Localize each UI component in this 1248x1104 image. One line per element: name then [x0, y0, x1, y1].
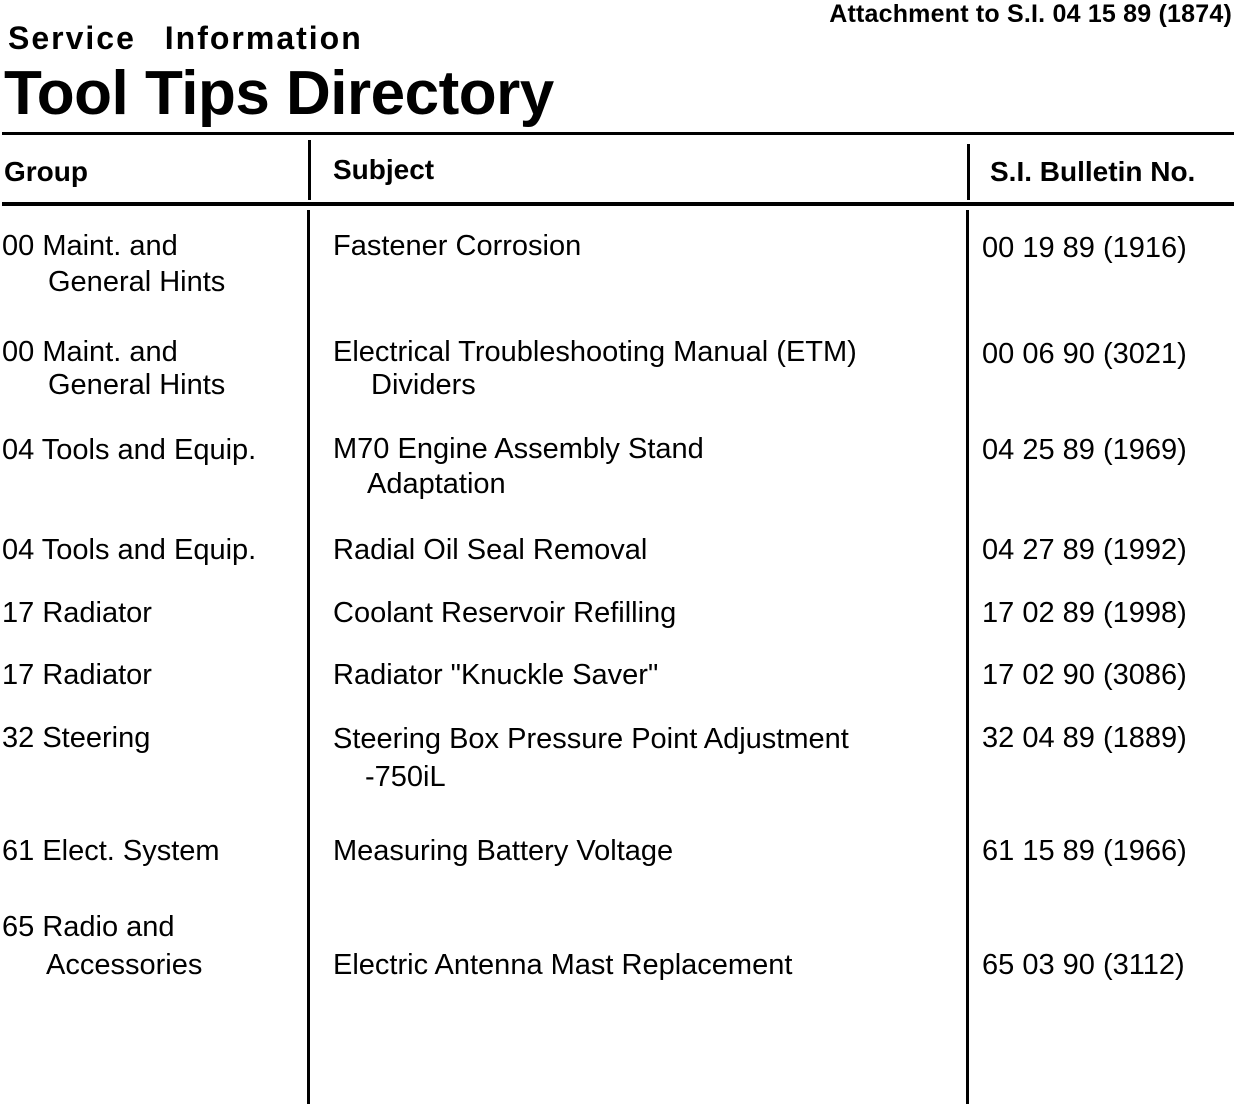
- group-line: General Hints: [48, 266, 226, 298]
- column-divider: [307, 210, 310, 1104]
- subject-line: Dividers: [371, 369, 476, 401]
- column-header-subject: Subject: [333, 154, 435, 185]
- subject-line: Electric Antenna Mast Replacement: [333, 949, 793, 981]
- table-row-subject: [333, 595, 676, 631]
- table-row-group: [2, 336, 225, 402]
- table-row-subject: [333, 228, 581, 264]
- table-row-bulletin: 00 06 90 (3021): [982, 338, 1187, 370]
- table-row-subject: [333, 947, 792, 983]
- column-divider: [966, 210, 969, 1104]
- group-line: 04 Tools and Equip.: [2, 534, 257, 566]
- group-line: General Hints: [48, 369, 226, 401]
- table-row-group: [2, 720, 150, 756]
- table-row-subject: [333, 336, 857, 402]
- group-line: 04 Tools and Equip.: [2, 434, 257, 466]
- table-row-group: [2, 228, 225, 300]
- group-line: 61 Elect. System: [2, 835, 220, 867]
- table-row-group: [2, 432, 256, 468]
- group-line: Accessories: [46, 949, 203, 981]
- table-row-bulletin: 17 02 89 (1998): [982, 597, 1187, 629]
- top-rule: [2, 132, 1234, 135]
- table-row-bulletin: 65 03 90 (3112): [982, 949, 1185, 981]
- attachment-reference: Attachment to S.I. 04 15 89 (1874): [829, 0, 1232, 28]
- subject-line: -750iL: [365, 761, 446, 793]
- table-row-subject: [333, 657, 658, 693]
- table-row-subject: [333, 833, 673, 869]
- table-row-bulletin: 04 27 89 (1992): [982, 534, 1187, 566]
- table-row-group: [2, 908, 202, 984]
- table-row-bulletin: 04 25 89 (1969): [982, 434, 1187, 466]
- service-information-label: Service Information: [8, 20, 363, 56]
- column-header-bulletin: S.I. Bulletin No.: [990, 156, 1196, 187]
- header-rule: [2, 202, 1234, 206]
- table-row-subject: [333, 720, 849, 796]
- table-row-group: [2, 532, 256, 568]
- column-header-group: Group: [4, 156, 88, 187]
- column-divider: [308, 140, 311, 200]
- column-divider: [967, 144, 970, 200]
- table-row-bulletin: 32 04 89 (1889): [982, 722, 1187, 754]
- table-row-bulletin: 61 15 89 (1966): [982, 835, 1187, 867]
- group-line: 17 Radiator: [2, 659, 152, 691]
- table-row-group: [2, 833, 220, 869]
- table-row-subject: [333, 532, 647, 568]
- table-row-group: [2, 595, 152, 631]
- page-title: Tool Tips Directory: [4, 59, 554, 128]
- subject-line: Coolant Reservoir Refilling: [333, 597, 677, 629]
- subject-line: Measuring Battery Voltage: [333, 835, 674, 867]
- table-row-subject: [333, 432, 704, 502]
- subject-line: Steering Box Pressure Point Adjustment: [333, 723, 849, 755]
- group-line: 65 Radio and: [2, 911, 175, 943]
- group-line: 00 Maint. and: [2, 230, 178, 262]
- table-row-bulletin: 00 19 89 (1916): [982, 232, 1187, 264]
- group-line: 32 Steering: [2, 722, 151, 754]
- table-row-group: [2, 657, 152, 693]
- subject-line: Fastener Corrosion: [333, 230, 582, 262]
- group-line: 17 Radiator: [2, 597, 152, 629]
- subject-line: Radiator "Knuckle Saver": [333, 659, 659, 691]
- subject-line: M70 Engine Assembly Stand: [333, 433, 704, 465]
- subject-line: Radial Oil Seal Removal: [333, 534, 648, 566]
- subject-line: Electrical Troubleshooting Manual (ETM): [333, 336, 857, 368]
- group-line: 00 Maint. and: [2, 336, 178, 368]
- subject-line: Adaptation: [367, 468, 506, 500]
- table-row-bulletin: 17 02 90 (3086): [982, 659, 1187, 691]
